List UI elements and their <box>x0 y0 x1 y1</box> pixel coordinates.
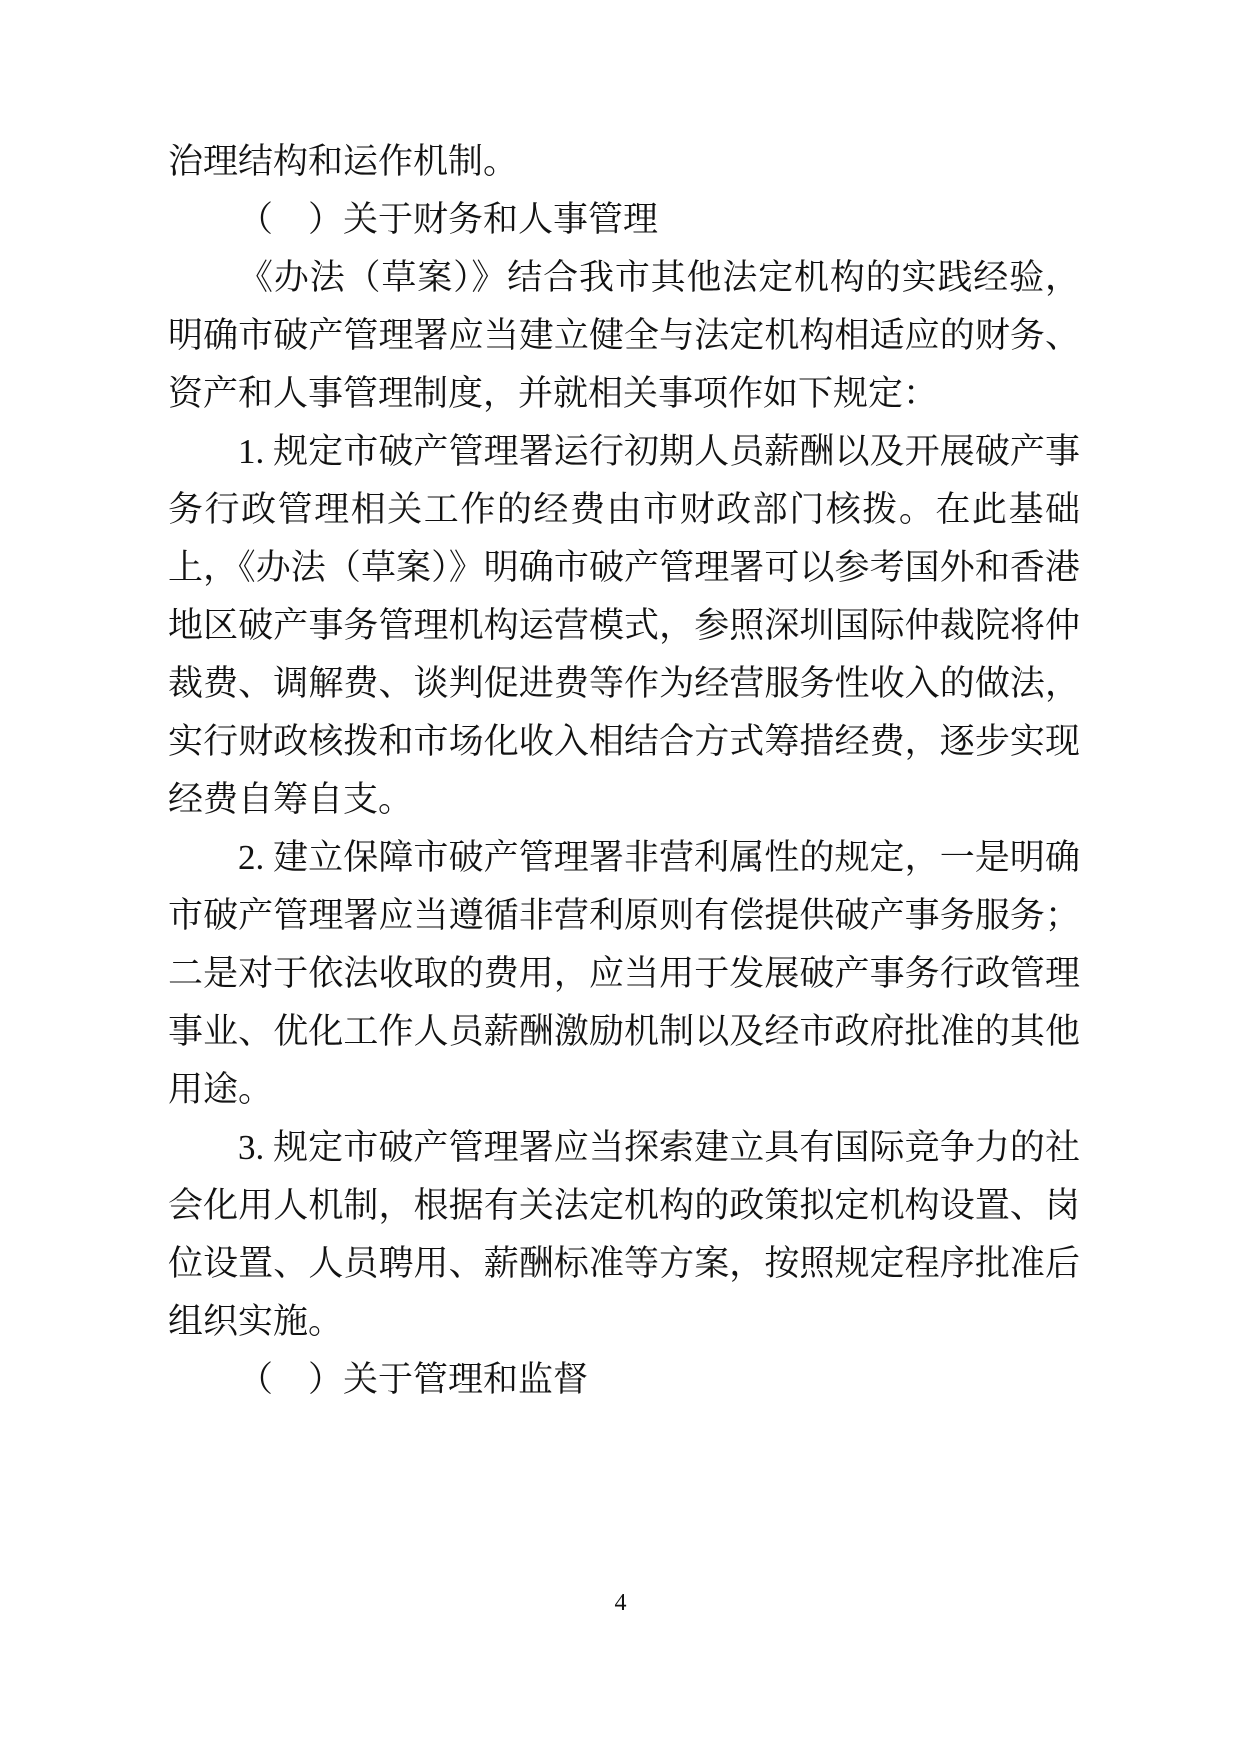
paragraph: 1. 规定市破产管理署运行初期人员薪酬以及开展破产事务行政管理相关工作的经费由市财政部门核拨。在此基础上，《办法（草案）》明确市破产管理署可以参考国外和香港地区破产事务管理机构运营模式，参照深圳国际仲裁院将仲裁费、调解费、谈判促进费等作为经营服务性收入的做法，实行财政核拨和市场化收入相结合方式筹措经费，逐步实现经费自筹自支。 <box>168 432 1080 819</box>
document-content <box>168 133 1080 1409</box>
paragraph: 《办法（草案）》结合我市其他法定机构的实践经验，明确市破产管理署应当建立健全与法定机构相适应的财务、资产和人事管理制度，并就相关事项作如下规定： <box>168 258 1080 413</box>
paragraph: 2. 建立保障市破产管理署非营利属性的规定，一是明确市破产管理署应当遵循非营利原则有偿提供破产事务服务；二是对于依法收取的费用，应当用于发展破产事务行政管理事业、优化工作人员薪酬激励机制以及经市政府批准的其他用途。 <box>168 838 1080 1109</box>
paragraph: （ ）关于财务和人事管理 <box>238 200 659 239</box>
paragraph: （ ）关于管理和监督 <box>238 1360 589 1399</box>
paragraph: 3. 规定市破产管理署应当探索建立具有国际竞争力的社会化用人机制，根据有关法定机构的政策拟定机构设置、岗位设置、人员聘用、薪酬标准等方案，按照规定程序批准后组织实施。 <box>168 1128 1080 1341</box>
page-number: 4 <box>614 1590 627 1616</box>
paragraph: 治理结构和运作机制。 <box>168 142 519 181</box>
